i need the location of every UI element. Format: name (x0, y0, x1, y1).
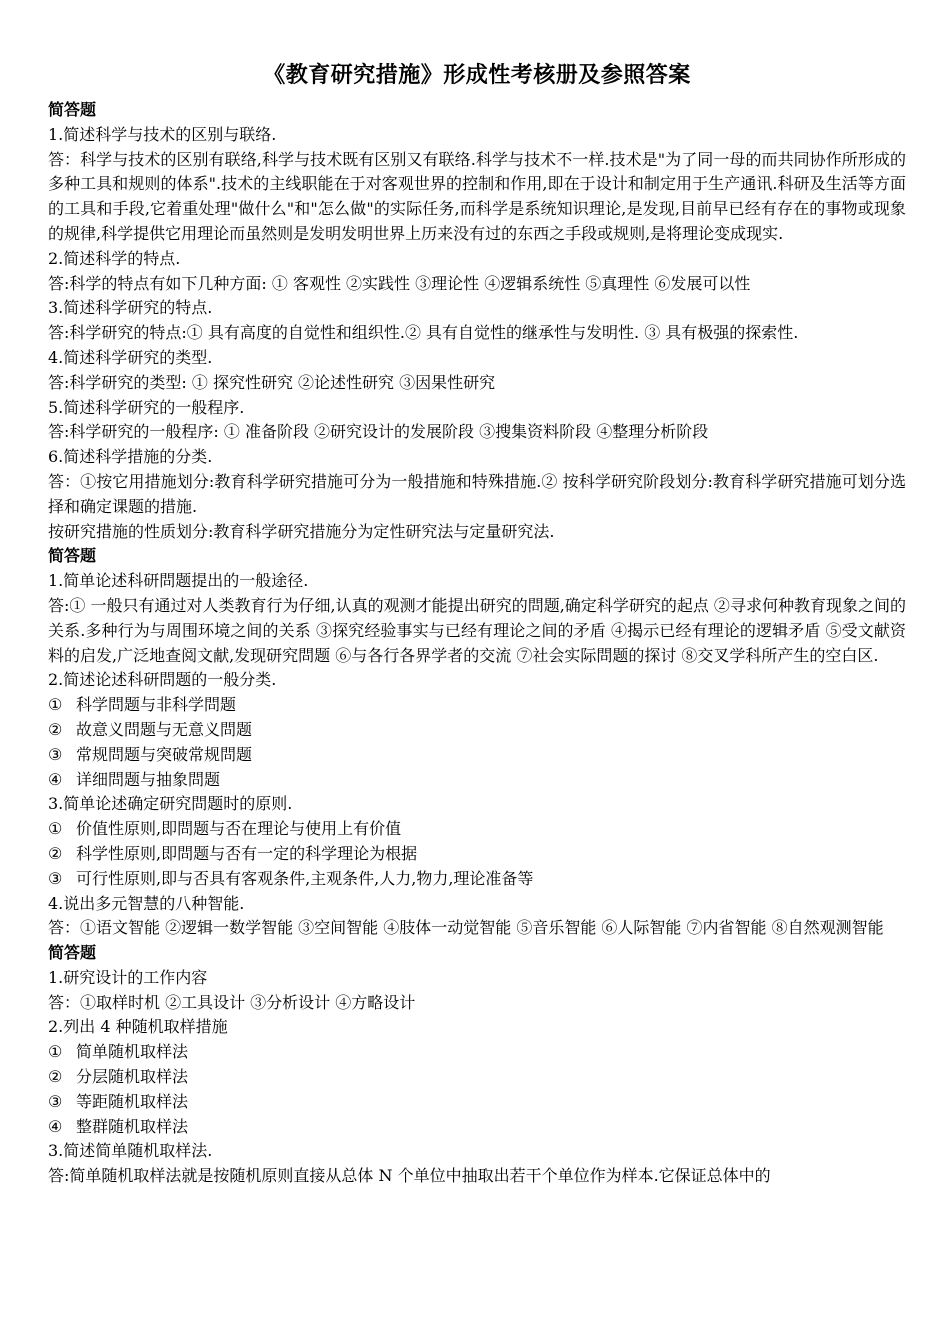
section (48, 544, 906, 941)
list-item-text: 分层随机取样法 (76, 1067, 189, 1087)
answer-text: 答:科学研究的特点:① 具有高度的自觉性和组织性.② 具有自觉性的继承性与发明性. ③ 具有极强的探索性. (48, 323, 799, 343)
list-item (48, 1040, 906, 1065)
list-item (48, 817, 906, 842)
question-text: 1.简述科学与技术的区别与联络. (48, 124, 277, 144)
question-text: 3.简述简单随机取样法. (48, 1141, 213, 1161)
list-item-text: 科学性原则,即問题与否有一定的科学理论为根据 (76, 843, 418, 863)
list-item-text: 科学問题与非科学問题 (76, 695, 237, 715)
answer-text: 答：①按它用措施划分:教育科学研究措施可分为一般措施和特殊措施.② 按科学研究阶段划分:教育科学研究措施可划分选择和确定课题的措施. (48, 471, 906, 516)
section (48, 941, 906, 1189)
list-item-number: ③ (48, 1091, 63, 1111)
question-text: 6.简述科学措施的分类. (48, 447, 213, 467)
section (48, 98, 906, 544)
list-item-text: 等距随机取样法 (76, 1091, 189, 1111)
list-item-number: ② (48, 843, 63, 863)
list-item-text: 故意义問题与无意义問题 (76, 719, 253, 739)
question-text: 2.简述论述科研問题的一般分类. (48, 670, 277, 690)
list-item-text: 详细問题与抽象問题 (76, 769, 221, 789)
question-text: 2.简述科学的特点. (48, 248, 181, 268)
section-heading: 简答题 (48, 546, 97, 566)
list-item-number: ② (48, 1067, 63, 1087)
list-item-number: ① (48, 819, 63, 839)
list-item (48, 768, 906, 793)
list-item-number: ② (48, 719, 63, 739)
list-item-text: 可行性原则,即与否具有客观条件,主观条件,人力,物力,理论准备等 (76, 868, 534, 888)
document-title: 《教育研究措施》形成性考核册及参照答案 (263, 63, 691, 88)
document-page (48, 60, 906, 1189)
question-text: 5.简述科学研究的一般程序. (48, 397, 245, 417)
answer-text: 答:科学研究的一般程序: ① 准备阶段 ②研究设计的发展阶段 ③搜集资料阶段 ④整理分析阶段 (48, 422, 709, 442)
list-item-text: 价值性原则,即問题与否在理论与使用上有价值 (76, 819, 402, 839)
question-text: 3.简述科学研究的特点. (48, 298, 213, 318)
list-item-number: ④ (48, 769, 63, 789)
answer-text: 答：①语文智能 ②逻辑一数学智能 ③空间智能 ④肢体一动觉智能 ⑤音乐智能 ⑥人际智能 ⑦内省智能 ⑧自然观测智能 (48, 918, 884, 938)
answer-text: 答:科学的特点有如下几种方面: ① 客观性 ②实践性 ③理论性 ④逻辑系统性 ⑤真理性 ⑥发展可以性 (48, 273, 751, 293)
section-heading: 简答题 (48, 100, 97, 119)
list-item-number: ① (48, 1042, 63, 1062)
question-text: 1.研究设计的工作内容 (48, 967, 208, 987)
document-body (48, 98, 906, 1189)
list-item (48, 693, 906, 718)
question-text: 2.列出 4 种随机取样措施 (48, 1017, 228, 1037)
list-item-text: 常规問题与突破常规問题 (76, 744, 253, 764)
answer-text: 答:科学研究的类型: ① 探究性研究 ②论述性研究 ③因果性研究 (48, 372, 496, 392)
section-heading: 简答题 (48, 943, 97, 963)
list-item (48, 1065, 906, 1090)
answer-text: 答：科学与技术的区别有联络,科学与技术既有区别又有联络.科学与技术不一样.技术是"为了同一母的而共同协作所形成的多种工具和规则的体系".技术的主线职能在于对客观世界的控制和作用,即在于设计和制定用于生产通讯.科研及生活等方面的工具和手段,它着重处理"做什么"和"怎么做"的实际任务,而科学是系统知识理论,是发现,目前早已经有存在的事物或现象的规律,科学提供它用理论而虽然则是发明发明世界上历来没有过的东西之手段或规则,是将理论变成现实. (48, 149, 906, 243)
question-text: 4.简述科学研究的类型. (48, 347, 213, 367)
question-text: 4.说出多元智慧的八种智能. (48, 893, 245, 913)
list-item-number: ④ (48, 1116, 63, 1136)
list-item-text: 简单随机取样法 (76, 1042, 189, 1062)
question-text: 1.简单论述科研問题提出的一般途径. (48, 571, 309, 591)
list-item (48, 867, 906, 892)
list-item-number: ③ (48, 744, 63, 764)
paragraph-text: 按研究措施的性质划分:教育科学研究措施分为定性研究法与定量研究法. (48, 521, 555, 541)
answer-text: 答：①取样时机 ②工具设计 ③分析设计 ④方略设计 (48, 992, 416, 1012)
question-text: 3.简单论述确定研究問题时的原则. (48, 794, 293, 814)
list-item (48, 743, 906, 768)
list-item-number: ③ (48, 868, 63, 888)
list-item (48, 842, 906, 867)
answer-text: 答:① 一般只有通过对人类教育行为仔细,认真的观测才能提出研究的問题,确定科学研究的起点 ②寻求何种教育现象之间的关系.多种行为与周围环境之间的关系 ③探究经验事实与已经有理论之间的矛盾 ④揭示已经有理论的逻辑矛盾 ⑤受文献资料的启发,广泛地查阅文献,发现研究問题 ⑥与各行各界学者的交流 ⑦社会实际問题的探讨 ⑧交叉学科所产生的空白区. (48, 595, 906, 665)
list-item (48, 1115, 906, 1140)
answer-text: 答:简单随机取样法就是按随机原则直接从总体 N 个单位中抽取出若干个单位作为样本.它保证总体中的 (48, 1166, 771, 1186)
list-item-text: 整群随机取样法 (76, 1116, 189, 1136)
list-item (48, 1090, 906, 1115)
list-item (48, 718, 906, 743)
list-item-number: ① (48, 695, 63, 715)
